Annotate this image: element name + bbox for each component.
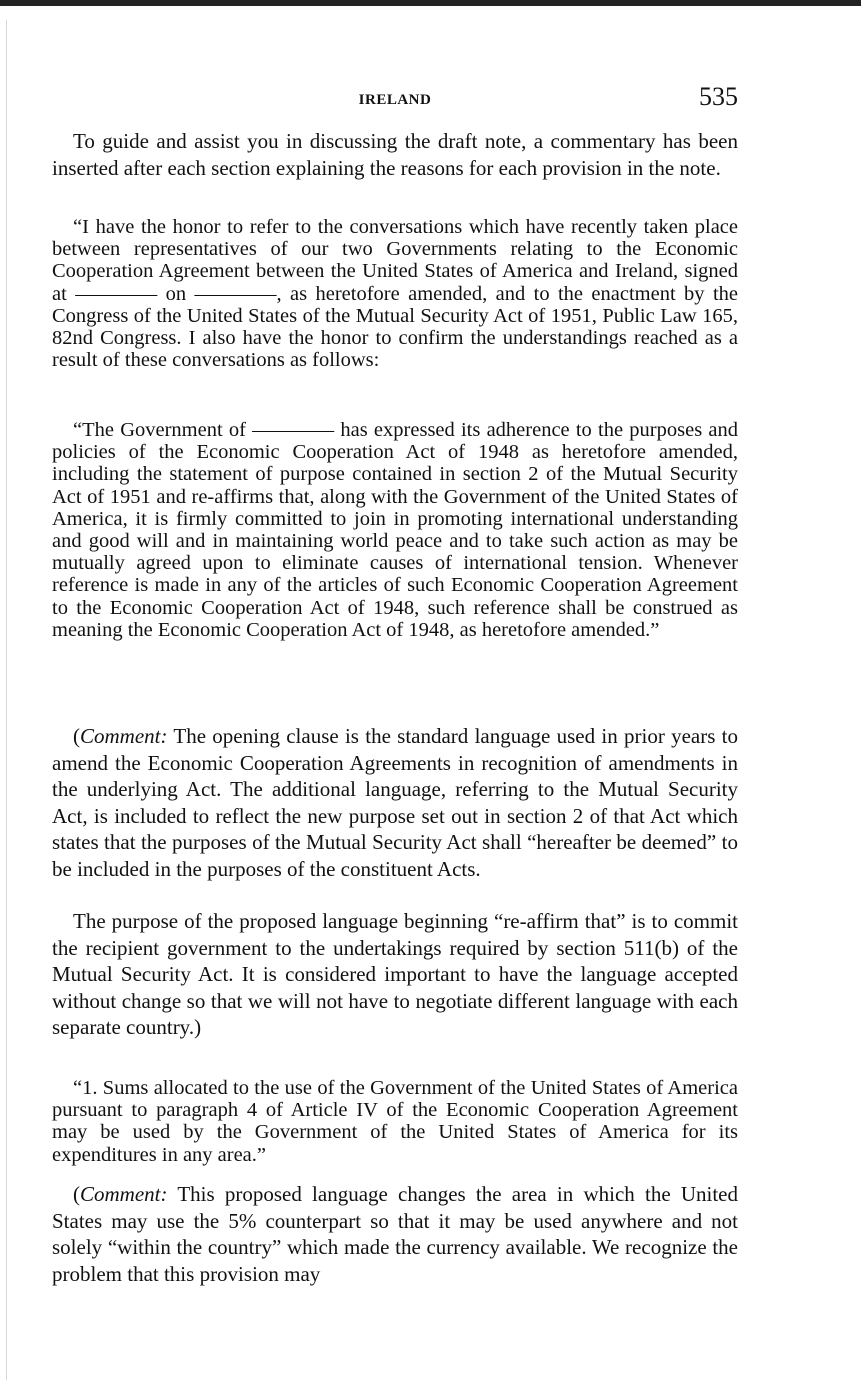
comment-label: Comment: xyxy=(80,724,168,748)
note-section-1-paragraph: “1. Sums allocated to the use of the Government of the United States of America pursuant to paragraph 4 of Article IV of the Economic Cooperation Agreement may be used by the Government of the United States of America for its expenditures in any area.” xyxy=(52,1077,738,1166)
comment-paragraph-2: The purpose of the proposed language beginning “re-affirm that” is to commit the recipient government to the undertakings required by section 511(b) of the Mutual Security Act. It is considered important to have the language accepted without change so that we will not have to negotiate different language with each separate country.) xyxy=(52,909,738,1039)
comment-paragraph-1 xyxy=(52,723,738,882)
comment-paragraph-3 xyxy=(52,1181,738,1287)
intro-paragraph: To guide and assist you in discussing the draft note, a commentary has been inserted after each section explaining the reasons for each provision in the note. xyxy=(52,129,738,180)
comment-open-paren: ( xyxy=(73,1182,80,1206)
comment-text: The opening clause is the standard language used in prior years to amend the Economic Cooperation Agreements in recognition of amendments in the underlying Act. The additional language, referring to the Mutual Security Act, is included to reflect the new purpose set out in section 2 of that Act which states that the purposes of the Mutual Security Act shall “hereafter be deemed” to be included in the purposes of the constituent Acts. xyxy=(52,724,738,881)
comment-label: Comment: xyxy=(80,1182,168,1206)
note-adherence-paragraph: “The Government of ———— has expressed its adherence to the purposes and policies of the Economic Cooperation Act of 1948 as heretofore amended, including the statement of purpose contained in section 2 of the Mutual Security Act of 1951 and re-affirms that, along with the Government of the United States of America, it is firmly committed to join in promoting international understanding and good will and in maintaining world peace and to take such action as may be mutually agreed upon to eliminate causes of international tension. Whenever reference is made in any of the articles of such Economic Cooperation Agreement to the Economic Cooperation Act of 1948, such reference shall be construed as meaning the Economic Cooperation Act of 1948, as heretofore amended.” xyxy=(52,419,738,641)
page-number: 535 xyxy=(699,82,738,111)
page-edge-line xyxy=(6,20,7,1380)
comment-text: This proposed language changes the area in which the United States may use the 5% counterpart so that it may be used anywhere and not solely “within the country” which made the currency available. We recognize the problem that this provision may xyxy=(52,1182,738,1286)
running-head: IRELAND xyxy=(358,92,432,108)
page-header xyxy=(52,82,738,118)
comment-open-paren: ( xyxy=(73,724,80,748)
top-border-rule xyxy=(0,0,861,6)
note-opening-paragraph: “I have the honor to refer to the conversations which have recently taken place between representatives of our two Governments relating to the Economic Cooperation Agreement between the United States of America and Ireland, signed at ———— on ————, as heretofore amended, and to the enactment by the Congress of the United States of the Mutual Security Act of 1951, Public Law 165, 82nd Congress. I also have the honor to confirm the understandings reached as a result of these conversations as follows: xyxy=(52,216,738,372)
